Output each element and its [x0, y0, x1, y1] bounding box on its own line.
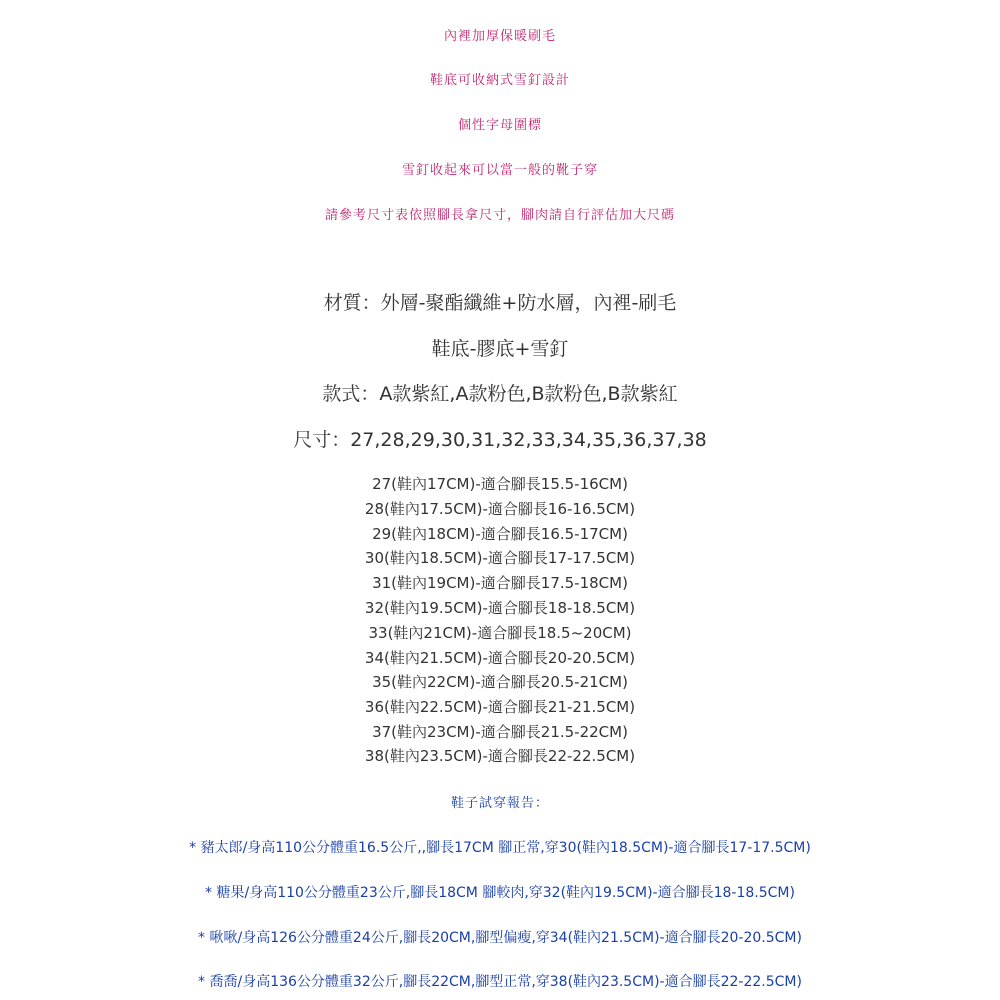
feature-line-4: 雪釘收起來可以當一般的靴子穿 — [401, 163, 598, 178]
size-row-33: 33(鞋內21CM)-適合腳長18.5~20CM) — [368, 624, 632, 642]
spec-sole: 鞋底-膠底+雪釘 — [431, 338, 569, 360]
spec-material: 材質：外層-聚酯纖維+防水層，內裡-刷毛 — [323, 292, 677, 314]
size-row-36: 36(鞋內22.5CM)-適合腳長21-21.5CM) — [364, 698, 636, 716]
size-row-34: 34(鞋內21.5CM)-適合腳長20-20.5CM) — [364, 649, 636, 667]
size-row-35: 35(鞋內22CM)-適合腳長20.5-21CM) — [372, 673, 628, 691]
size-row-31: 31(鞋內19CM)-適合腳長17.5-18CM) — [372, 574, 628, 592]
spec-styles: 款式：A款紫紅,A款粉色,B款粉色,B款紫紅 — [322, 383, 678, 405]
size-row-30: 30(鞋內18.5CM)-適合腳長17-17.5CM) — [364, 549, 636, 567]
size-row-38: 38(鞋內23.5CM)-適合腳長22-22.5CM) — [364, 747, 636, 765]
feature-line-5: 請參考尺寸表依照腳長拿尺寸，腳肉請自行評估加大尺碼 — [324, 208, 675, 223]
feature-line-1: 內裡加厚保暖刷毛 — [443, 29, 556, 44]
feature-line-2: 鞋底可收納式雪釘設計 — [429, 73, 570, 88]
size-row-37: 37(鞋內23CM)-適合腳長21.5-22CM) — [372, 723, 628, 741]
fitting-report-entry-4: * 喬喬/身高136公分體重32公斤,腳長22CM,腳型正常,穿38(鞋內23.5CM)-適合腳長22-22.5CM) — [198, 974, 802, 990]
size-row-28: 28(鞋內17.5CM)-適合腳長16-16.5CM) — [364, 500, 636, 518]
size-row-27: 27(鞋內17CM)-適合腳長15.5-16CM) — [372, 475, 628, 493]
feature-line-3: 個性字母圍標 — [457, 118, 542, 133]
fitting-report-title: 鞋子試穿報告： — [450, 796, 549, 811]
size-row-29: 29(鞋內18CM)-適合腳長16.5-17CM) — [372, 525, 628, 543]
spec-sizes: 尺寸：27,28,29,30,31,32,33,34,35,36,37,38 — [293, 429, 707, 451]
fitting-report-entry-2: * 糖果/身高110公分體重23公斤,腳長18CM 腳較肉,穿32(鞋內19.5CM)-適合腳長18-18.5CM) — [205, 885, 795, 901]
size-row-32: 32(鞋內19.5CM)-適合腳長18-18.5CM) — [364, 599, 636, 617]
fitting-report-entry-1: * 豬太郎/身高110公分體重16.5公斤,,腳長17CM 腳正常,穿30(鞋內18.5CM)-適合腳長17-17.5CM) — [189, 840, 811, 856]
fitting-report-entry-3: * 啾啾/身高126公分體重24公斤,腳長20CM,腳型偏瘦,穿34(鞋內21.5CM)-適合腳長20-20.5CM) — [198, 930, 802, 946]
